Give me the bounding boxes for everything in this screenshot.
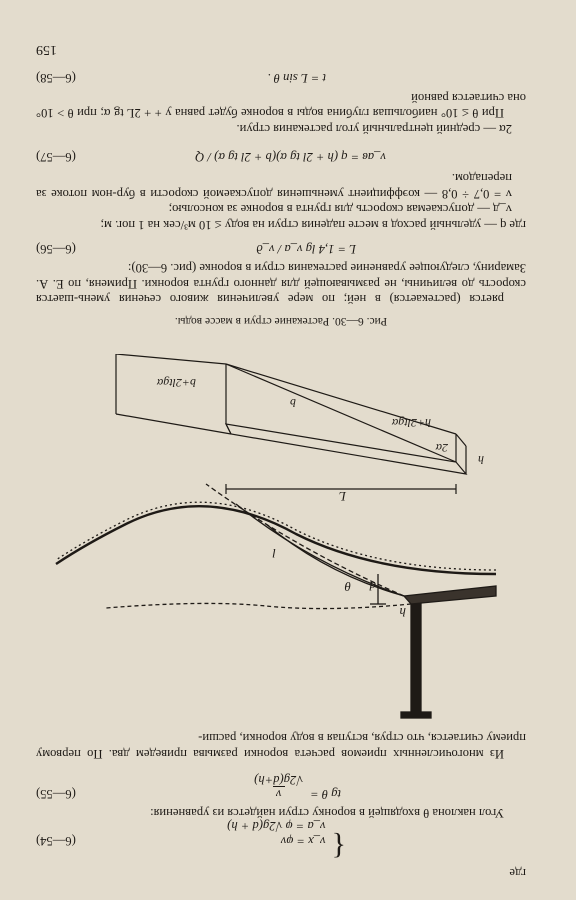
label-b: b <box>290 396 296 410</box>
label-two-alpha: 2α <box>435 441 448 455</box>
eq54-number: (6—54) <box>36 834 76 849</box>
page-content <box>36 42 526 880</box>
equation-6-57 <box>36 136 526 164</box>
label-theta: θ <box>344 579 351 594</box>
eq55-denominator: √2g(d+h) <box>254 773 304 787</box>
equation-6-56 <box>36 232 526 256</box>
eq54-line2: v_a = φ √2g(d + h) <box>227 819 326 834</box>
equation-6-58 <box>36 62 526 86</box>
eq57-body: v_ав = q (h + 2l tg α)(b + 2l tg α) / Q <box>195 150 386 164</box>
label-h: h <box>399 605 406 620</box>
wall-shape <box>411 604 421 714</box>
equation-6-55 <box>36 761 526 801</box>
equation-6-54 <box>36 819 526 864</box>
angle-intro-text: Угол наклона θ входящей в воронку струи найдется из уравнения: <box>150 806 504 821</box>
label-L: L <box>338 489 346 504</box>
eq58-body: t = L sin θ . <box>267 71 326 86</box>
eq56-number: (6—56) <box>36 242 76 256</box>
brace-icon: { <box>331 830 346 864</box>
eq55-fraction <box>251 773 306 800</box>
label-h-small: h <box>478 453 484 467</box>
eq54-line1: v_x = φv <box>280 834 326 849</box>
eq55-numerator: v <box>273 786 285 800</box>
page-number: 159 <box>36 42 57 58</box>
eq55-lhs: tg θ = <box>310 787 341 801</box>
eq56-body: L = 1,4 lg v_a / v_д <box>256 242 356 256</box>
label-h-plus: h+2ltgα <box>391 416 431 430</box>
where-word: где <box>509 866 526 880</box>
label-b-plus: b+2ltgα <box>156 376 196 390</box>
figure-drawing <box>36 354 526 724</box>
eq55-number: (6—55) <box>36 787 76 801</box>
where-q-text: где q — удельный расход в месте падения струи на воду ≤ 10 м³/сек на 1 пог. м; <box>100 218 526 232</box>
example-paragraph: Из многочисленных приемов расчета воронки размыва приведем два. По первому приему считается, что струя, вступая в воду воронки, расши- <box>36 731 526 761</box>
label-l: l <box>272 546 276 561</box>
theta-paragraph: При θ ≤ 10° наибольшая глубина воды в воронке будет равна y + + 2L tg α; при θ > 10° она считается равной <box>36 91 526 121</box>
figure-6-30 <box>36 334 526 724</box>
spread-paragraph: ряется (растекается) в ней; по мере увеличения живого сечения умень-шается скорость до величины, не размывающей для данного грунта воронки. Применя, по Е. А. Замарину, следующее уравнение растекания струи в воронке (рис. 6—30): <box>36 261 526 307</box>
label-d: d <box>369 579 376 594</box>
where-v-text: v = 0,7 ÷ 0,8 — коэффициент уменьшения допускаемой скорости в бур-ном потоке за перепадом. <box>36 171 512 201</box>
where-alpha-text: 2α — средний центральный угол растекания струи. <box>236 122 512 136</box>
eq57-number: (6—57) <box>36 150 76 164</box>
eq58-number: (6—58) <box>36 71 76 86</box>
where-vd-text: v_д — допускаемая скорость для грунта в воронке за консолью; <box>168 202 512 217</box>
figure-caption: Рис. 6—30. Растекание струи в массе воды. <box>174 315 388 327</box>
